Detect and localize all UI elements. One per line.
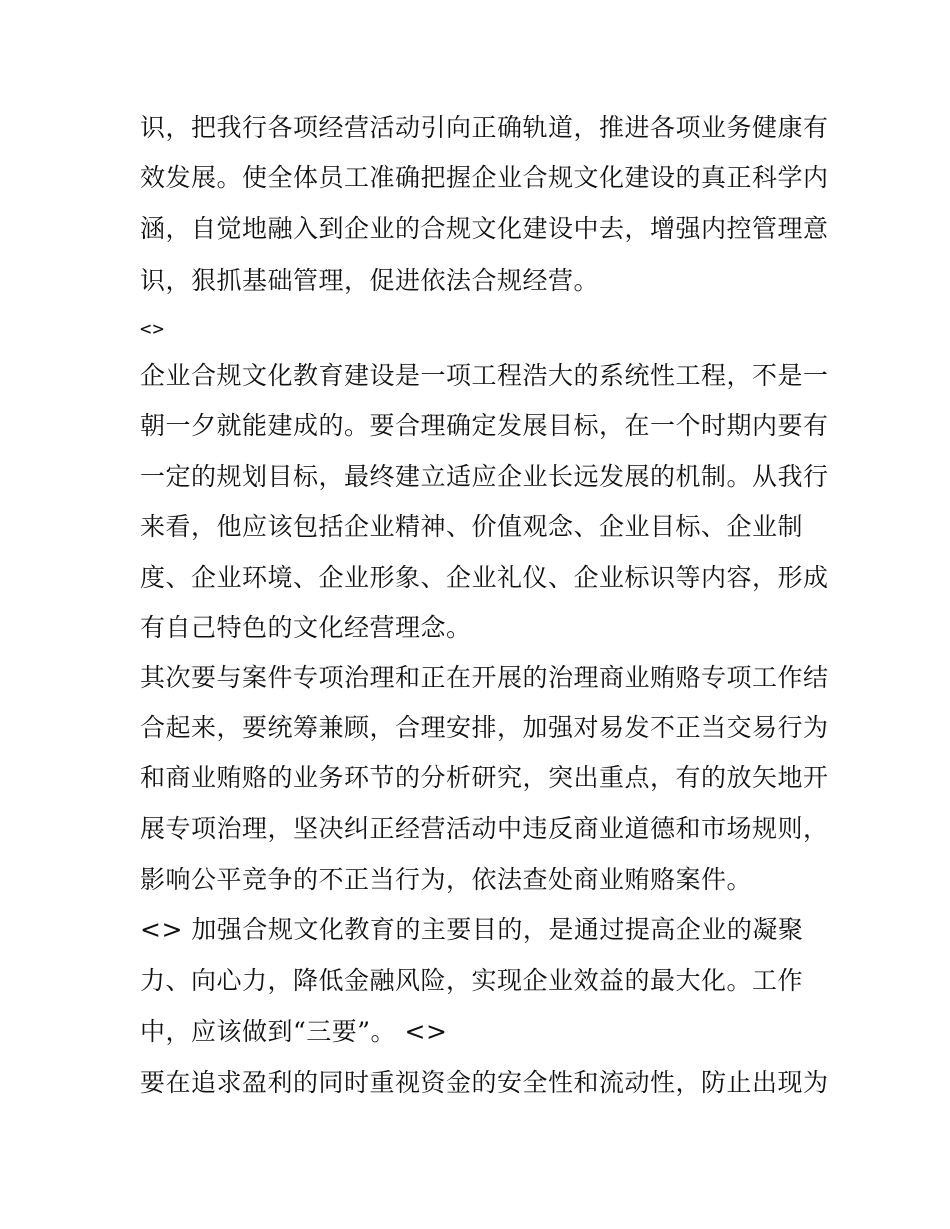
- paragraph-marker: <>: [140, 318, 165, 340]
- text-line: <> 加强合规文化教育的主要目的，是通过提高企业的凝聚: [140, 915, 804, 944]
- text-line: 展专项治理，坚决纠正经营活动中违反商业道德和市场规则，: [140, 814, 829, 843]
- text-line: 朝一夕就能建成的。要合理确定发展目标，在一个时期内要有: [140, 411, 829, 440]
- text-line: 涵，自觉地融入到企业的合规文化建设中去，增强内控管理意: [140, 214, 829, 243]
- text-line: 力、向心力，降低金融风险，实现企业效益的最大化。工作: [140, 966, 804, 995]
- text-line: 度、企业环境、企业形象、企业礼仪、企业标识等内容，形成: [140, 563, 829, 592]
- text-line: 一定的规划目标，最终建立适应企业长远发展的机制。从我行: [140, 462, 829, 491]
- text-line: 要在追求盈利的同时重视资金的安全性和流动性，防止出现为: [140, 1068, 829, 1097]
- text-line: 识，把我行各项经营活动引向正确轨道，推进各项业务健康有: [140, 113, 829, 142]
- text-line: 中，应该做到“三要”。 <>: [140, 1017, 448, 1046]
- text-line: 企业合规文化教育建设是一项工程浩大的系统性工程，不是一: [140, 361, 829, 390]
- text-line: 影响公平竞争的不正当行为，依法查处商业贿赂案件。: [140, 865, 753, 894]
- text-line: 和商业贿赂的业务环节的分析研究，突出重点，有的放矢地开: [140, 763, 829, 792]
- text-line: 识，狠抓基础管理，促进依法合规经营。: [140, 266, 600, 295]
- text-line: 效发展。使全体员工准确把握企业合规文化建设的真正科学内: [140, 163, 829, 192]
- text-line: 来看，他应该包括企业精神、价值观念、企业目标、企业制: [140, 512, 804, 541]
- text-line: 有自己特色的文化经营理念。: [140, 613, 472, 642]
- text-line: 合起来，要统筹兼顾，合理安排，加强对易发不正当交易行为: [140, 713, 829, 742]
- text-line: 其次要与案件专项治理和正在开展的治理商业贿赂专项工作结: [140, 663, 829, 692]
